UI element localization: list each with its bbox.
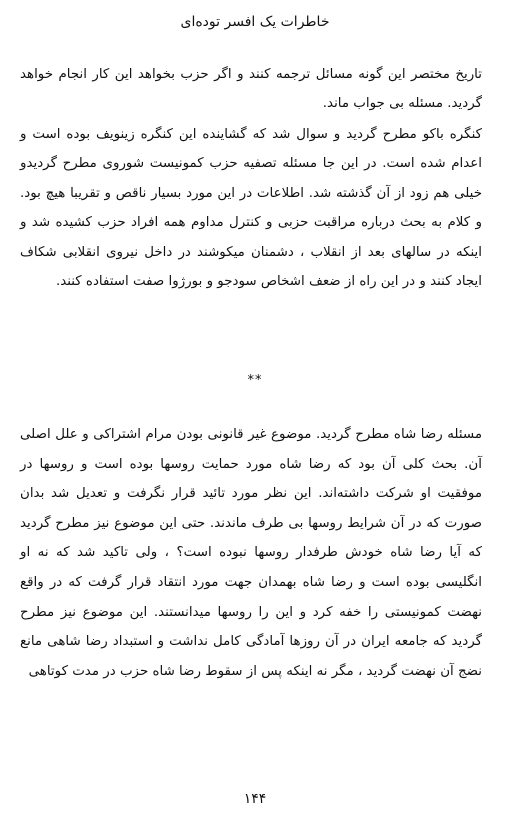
running-header: خاطرات یک افسر توده‌ای (180, 14, 330, 30)
section-separator: ** (247, 373, 263, 388)
paragraph-3: مسئله رضا شاه مطرح گردید. موضوع غیر قانونی بودن مرام اشتراکی و علل اصلی آن. بحث کلی آن بود که رضا شاه مورد حمایت روسها بوده است و روسها در موفقیت او شرکت داشته‌اند. این نظر مورد تائید قرار نگرفت و تعدیل شد بدان صورت که در آن شرایط روسها بی طرف ماندند. حتی این موضوع نیز مطرح گردید که آیا رضا شاه خودش طرفدار روسها نبوده است؟ ، ولی تاکید شد که نه او انگلیسی بوده است و رضا شاه بهمدان جهت مورد انتقاد قرار گرفت که در واقع نهضت کمونیستی را خفه کرد و این را روسها میدانستند. این موضوع نیز مطرح گردید که جامعه ایران در آن روزها آمادگی کامل نداشت و استبداد رضا شاهی مانع نضج آن نهضت گردید ، مگر نه اینکه پس از سقوط رضا شاه حزب در مدت کوتاهی (20, 427, 482, 679)
paragraph-2: کنگره باکو مطرح گردید و سوال شد که گشاینده این کنگره زینویف بوده است و اعدام شده است. در این جا مسئله تصفیه حزب کمونیست شوروی مطرح گردیدو خیلی هم زود از آن گذشته شد. اطلاعات در این مورد بسیار ناقص و تقریبا هیچ بود. و کلام به بحث درباره مراقبت حزبی و کنترل مداوم همه افراد حزب کشیده شد و اینکه در سالهای بعد از انقلاب ، دشمنان میکوشند در داخل نیروی انقلابی شکاف ایجاد کنند و در این راه از ضعف اشخاص سودجو و بورژوا صفت استفاده کنند. (20, 127, 482, 290)
page-number: ۱۴۴ (243, 791, 267, 807)
paragraph-1: تاریخ مختصر این گونه مسائل ترجمه کنند و اگر حزب بخواهد این کار انجام خواهد گردید. مسئله بی جواب ماند. (20, 67, 482, 112)
